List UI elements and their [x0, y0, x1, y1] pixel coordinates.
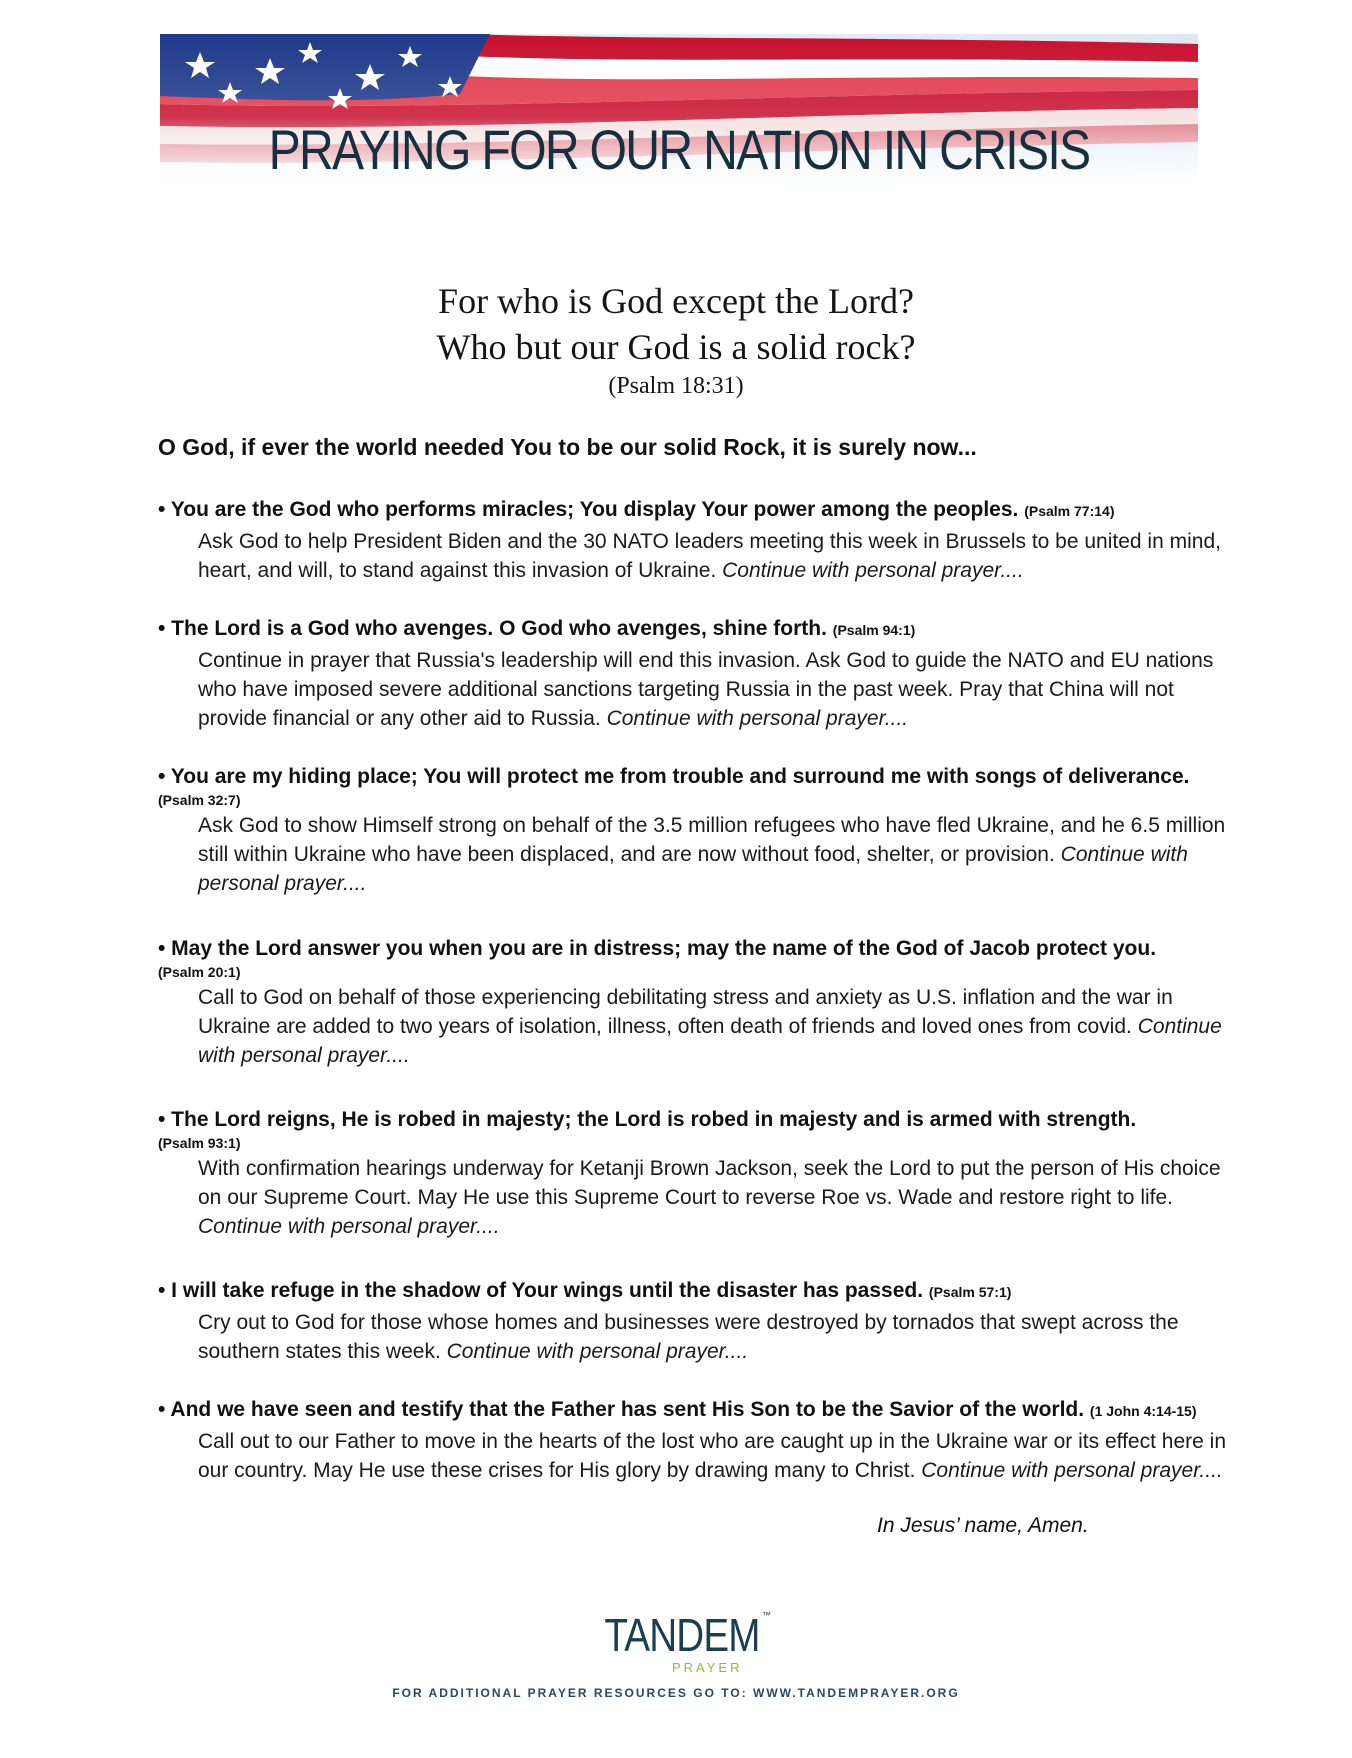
section-body [198, 1308, 1238, 1366]
section-heading [158, 1106, 1238, 1134]
scripture-ref: (Psalm 93:1) [158, 1135, 241, 1151]
prayer-section-5 [158, 1106, 1238, 1241]
scripture-ref: (Psalm 94:1) [832, 622, 916, 638]
body-text: With confirmation hearings underway for Ketanji Brown Jackson, seek the Lord to put the person of His choice on our Supreme Court. May He use this Supreme Court to reverse Roe vs. Wade and restore right to life. [198, 1157, 1221, 1209]
scripture-ref: (Psalm 57:1) [928, 1284, 1012, 1300]
prayer-section-1 [158, 496, 1238, 585]
logo-name: TANDEM [604, 1609, 760, 1661]
section-heading [158, 615, 1238, 644]
scripture-ref: (1 John 4:14-15) [1089, 1403, 1197, 1419]
heading-text: • The Lord reigns, He is robed in majesty; the Lord is robed in majesty and is armed with strength. [158, 1108, 1137, 1131]
body-text: Ask God to show Himself strong on behalf of the 3.5 million refugees who have fled Ukraine, and he 6.5 million still within Ukraine who have been displaced, and are now without food, shelter, or provision. [198, 814, 1226, 866]
section-body [198, 983, 1238, 1070]
continue-prompt: Continue with personal prayer.... [198, 1015, 1222, 1067]
body-text: Call to God on behalf of those experiencing debilitating stress and anxiety as U.S. inflation and the war in Ukraine are added to two years of isolation, illness, often death of friends and loved ones from covid. [198, 986, 1173, 1038]
scripture-ref: (Psalm 32:7) [158, 792, 241, 808]
banner-title: PRAYING FOR OUR NATION IN CRISIS [268, 118, 1090, 181]
heading-text: • The Lord is a God who avenges. O God who avenges, shine forth. [158, 617, 827, 640]
prayer-section-4 [158, 935, 1238, 1070]
section-heading [158, 763, 1238, 791]
section-body [198, 527, 1238, 585]
prayer-section-7 [158, 1396, 1238, 1485]
scripture-ref: (Psalm 20:1) [158, 964, 241, 980]
verse-line-1: For who is God except the Lord? [438, 281, 914, 321]
continue-prompt: Continue with personal prayer.... [198, 1215, 500, 1238]
heading-text: • May the Lord answer you when you are in distress; may the name of the God of Jacob protect you. [158, 937, 1157, 960]
intro-line: O God, if ever the world needed You to be our solid Rock, it is surely now... [158, 434, 977, 460]
continue-prompt: Continue with personal prayer.... [722, 559, 1024, 582]
prayer-section-3 [158, 763, 1238, 898]
section-body [198, 1154, 1238, 1241]
body-text: Ask God to help President Biden and the 30 NATO leaders meeting this week in Brussels to be united in mind, heart, and will, to stand against this invasion of Ukraine. [198, 530, 1221, 582]
heading-text: • And we have seen and testify that the Father has sent His Son to be the Savior of the world. [158, 1398, 1085, 1421]
section-heading [158, 1396, 1238, 1425]
header-banner [160, 34, 1198, 184]
continue-prompt: Continue with personal prayer.... [446, 1340, 749, 1363]
continue-prompt: Continue with personal prayer.... [921, 1459, 1223, 1482]
section-heading [158, 935, 1238, 963]
heading-text: • I will take refuge in the shadow of Your wings until the disaster has passed. [158, 1279, 924, 1302]
continue-prompt: Continue with personal prayer.... [606, 707, 909, 730]
footer-resources: FOR ADDITIONAL PRAYER RESOURCES GO TO: WWW.TANDEMPRAYER.ORG [392, 1686, 960, 1700]
tandem-prayer-logo [590, 1600, 770, 1680]
logo-trademark: ™ [762, 1610, 771, 1620]
heading-text: • You are the God who performs miracles; You display Your power among the peoples. [158, 498, 1019, 521]
section-body [198, 811, 1238, 898]
scripture-verse [0, 278, 1352, 402]
body-text: Call out to our Father to move in the hearts of the lost who are caught up in the Ukraine war or its effect here in our country. May He use these crises for His glory by drawing many to Christ. [198, 1430, 1226, 1482]
continue-prompt: Continue with personal prayer.... [198, 843, 1188, 895]
verse-reference: (Psalm 18:31) [608, 373, 744, 399]
logo-sub: PRAYER [672, 1660, 743, 1675]
prayer-section-2 [158, 615, 1238, 733]
verse-line-2: Who but our God is a solid rock? [436, 327, 916, 367]
section-body [198, 1427, 1238, 1485]
body-text: Continue in prayer that Russia's leadership will end this invasion. Ask God to guide the NATO and EU nations who have imposed severe additional sanctions targeting Russia in the past week. Pray that China will not provide financial or any other aid to Russia. [198, 649, 1214, 730]
heading-text: • You are my hiding place; You will protect me from trouble and surround me with songs of deliverance. [158, 765, 1190, 788]
closing-amen: In Jesus’ name, Amen. [877, 1514, 1089, 1537]
section-heading [158, 1277, 1238, 1306]
section-heading [158, 496, 1238, 525]
section-body [198, 646, 1238, 733]
prayer-section-6 [158, 1277, 1238, 1366]
scripture-ref: (Psalm 77:14) [1024, 503, 1115, 519]
body-text: Cry out to God for those whose homes and businesses were destroyed by tornados that swept across the southern states this week. [198, 1311, 1179, 1363]
